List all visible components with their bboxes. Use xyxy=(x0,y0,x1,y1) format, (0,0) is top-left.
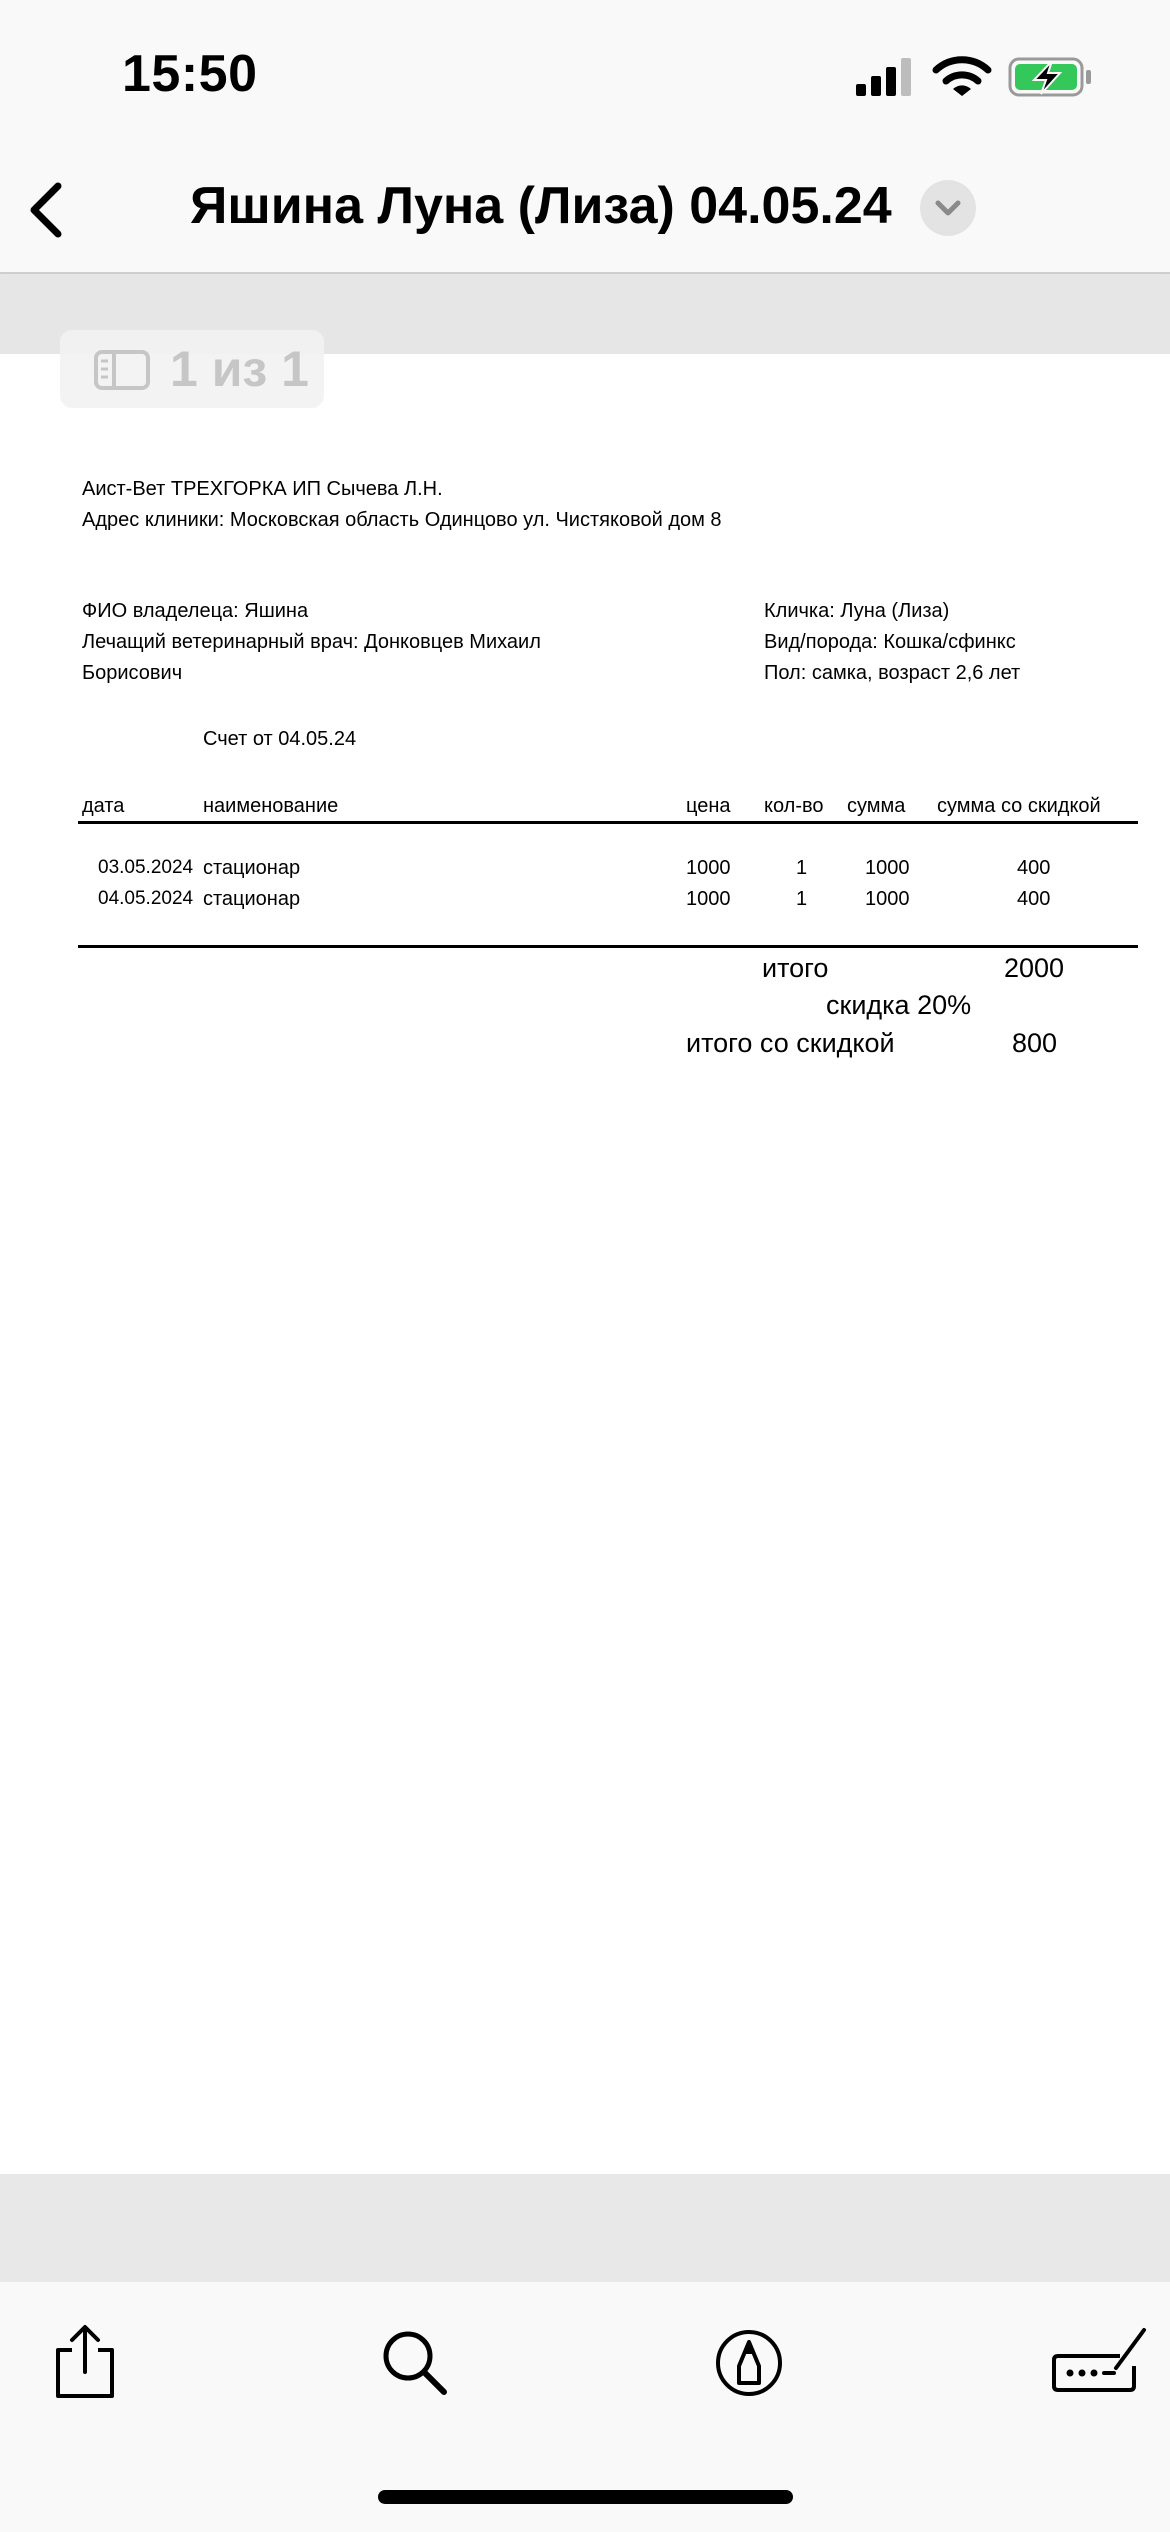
clinic-name: Аист-Вет ТРЕХГОРКА ИП Сычева Л.Н. xyxy=(82,478,443,500)
row-1-discounted-sum: 400 xyxy=(1017,857,1051,879)
row-1-price: 1000 xyxy=(686,857,731,879)
sidebar-icon xyxy=(94,350,150,390)
viewer-background-bottom xyxy=(0,2174,1170,2284)
navigation-bar xyxy=(0,150,1170,274)
discount-label: скидка 20% xyxy=(826,990,972,1020)
clinic-address: Адрес клиники: Московская область Одинцово ул. Чистяковой дом 8 xyxy=(82,509,722,531)
battery-charging-icon xyxy=(1008,56,1094,98)
document-title: Яшина Луна (Лиза) 04.05.24 xyxy=(190,177,892,235)
signature-icon[interactable] xyxy=(1050,2322,1150,2402)
page-indicator[interactable] xyxy=(60,330,324,408)
invoice-title: Счет от 04.05.24 xyxy=(203,728,357,750)
pet-sex-age: Пол: самка, возраст 2,6 лет xyxy=(764,662,1021,684)
document-page[interactable] xyxy=(0,354,1170,2174)
table-footer-rule xyxy=(78,945,1138,948)
row-2-date: 04.05.2024 xyxy=(98,888,194,909)
row-1-sum: 1000 xyxy=(865,857,910,879)
doctor-name-continued: Борисович xyxy=(82,662,183,684)
status-time: 15:50 xyxy=(122,45,258,103)
column-header-date: дата xyxy=(82,795,125,817)
home-indicator[interactable] xyxy=(378,2490,793,2504)
column-header-sum: сумма xyxy=(847,795,906,817)
table-header-rule xyxy=(78,821,1138,824)
pet-name: Кличка: Луна (Лиза) xyxy=(764,600,950,622)
row-2-quantity: 1 xyxy=(796,888,808,910)
discounted-total-label: итого со скидкой xyxy=(686,1028,895,1058)
share-icon[interactable] xyxy=(50,2322,120,2402)
discounted-total-value: 800 xyxy=(1012,1028,1058,1058)
column-header-price: цена xyxy=(686,795,731,817)
wifi-icon xyxy=(932,54,992,100)
cellular-signal-icon xyxy=(856,58,916,98)
total-value: 2000 xyxy=(1004,953,1065,983)
row-1-date: 03.05.2024 xyxy=(98,857,194,878)
search-icon[interactable] xyxy=(380,2328,450,2398)
column-header-discounted-sum: сумма со скидкой xyxy=(937,795,1101,817)
row-1-name: стационар xyxy=(203,857,301,879)
row-2-sum: 1000 xyxy=(865,888,910,910)
owner-name: ФИО владелеца: Яшина xyxy=(82,600,309,622)
row-1-quantity: 1 xyxy=(796,857,808,879)
row-2-discounted-sum: 400 xyxy=(1017,888,1051,910)
page-count-label: 1 из 1 xyxy=(170,341,309,397)
pet-species: Вид/порода: Кошка/сфинкс xyxy=(764,631,1016,653)
row-2-name: стационар xyxy=(203,888,301,910)
doctor-name: Лечащий ветеринарный врач: Донковцев Михаил xyxy=(82,631,541,653)
title-menu-button[interactable] xyxy=(920,180,976,236)
row-2-price: 1000 xyxy=(686,888,731,910)
status-bar xyxy=(0,0,1170,150)
column-header-name: наименование xyxy=(203,795,339,817)
back-chevron-icon[interactable] xyxy=(18,170,78,250)
markup-icon[interactable] xyxy=(714,2328,784,2398)
chevron-down-icon xyxy=(920,180,976,236)
total-label: итого xyxy=(762,953,829,983)
column-header-quantity: кол-во xyxy=(764,795,824,817)
